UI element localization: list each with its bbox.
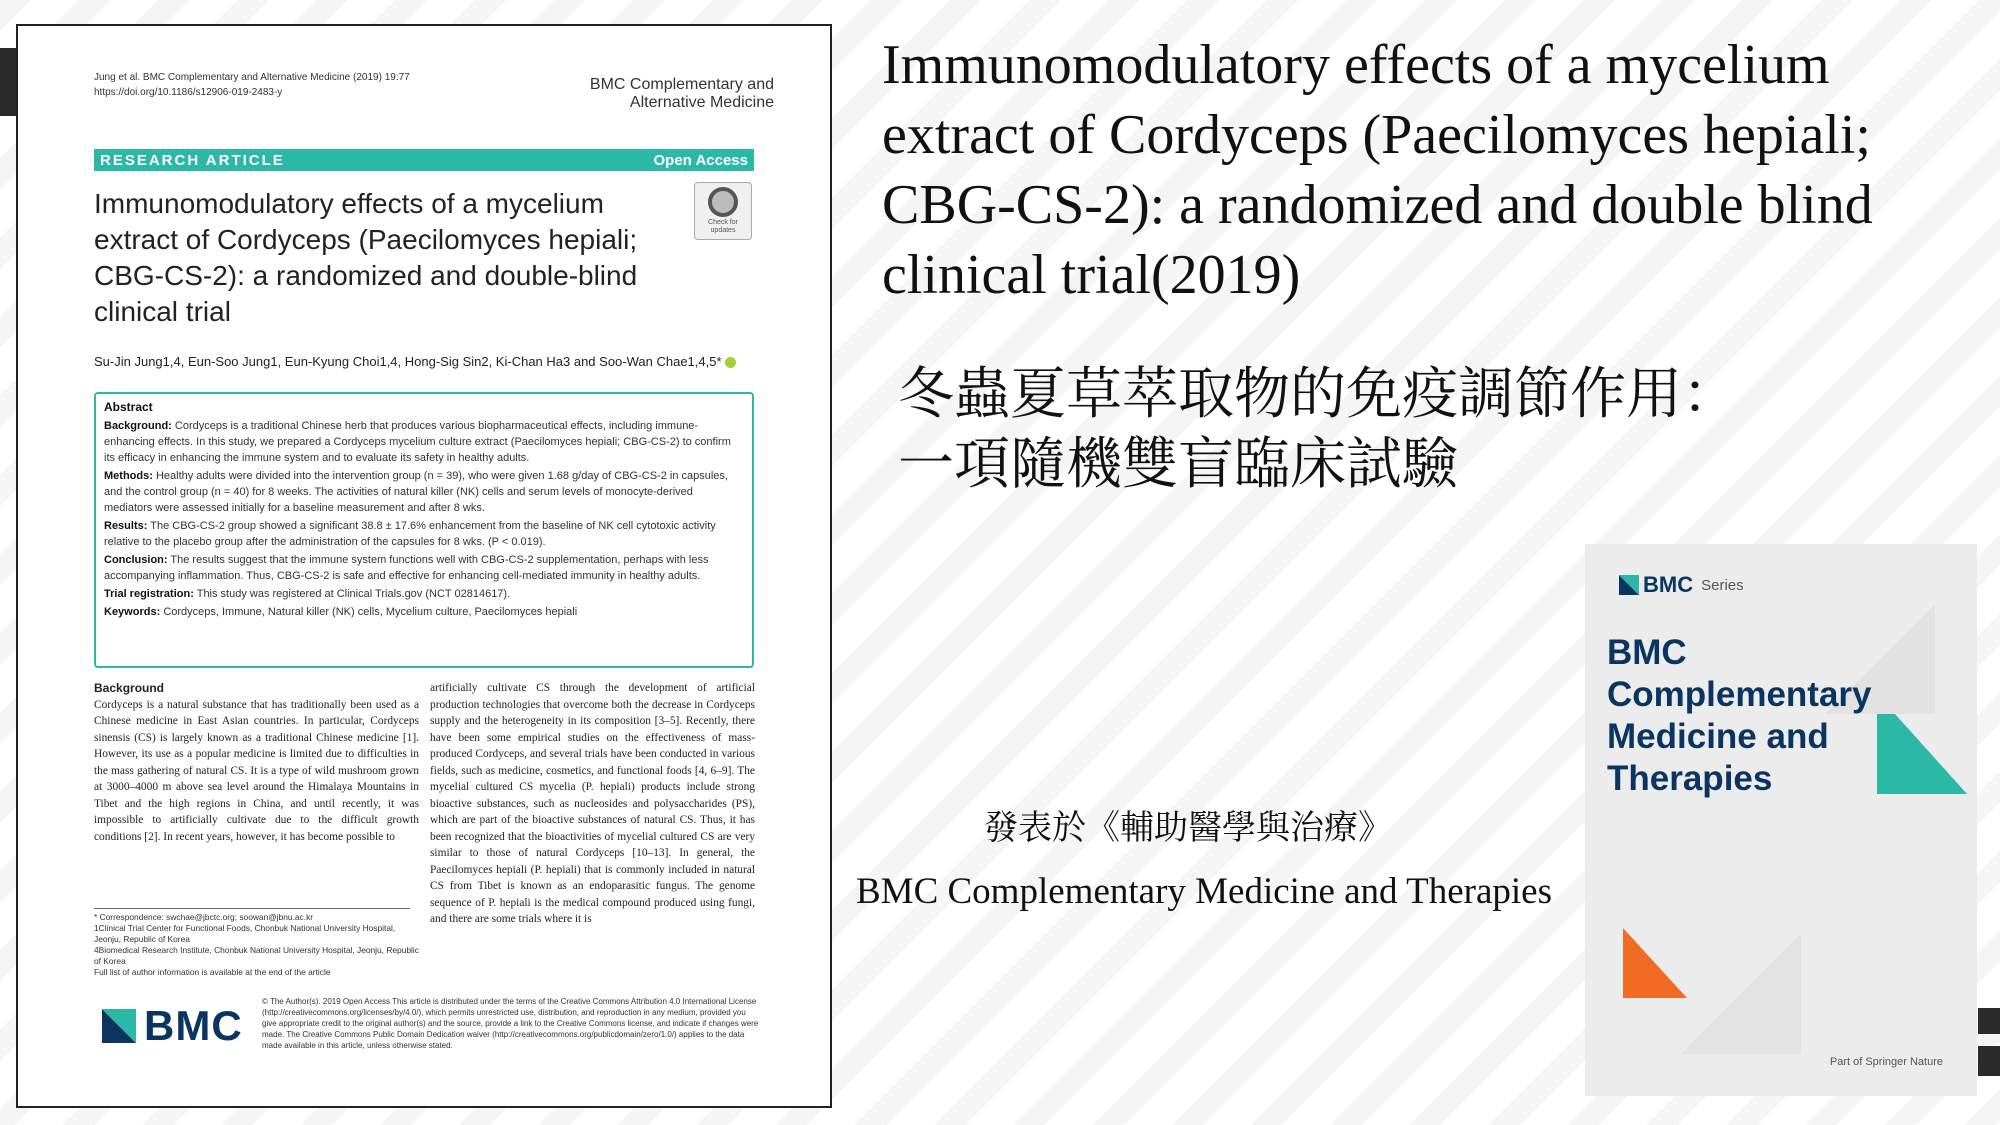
cover-grey-triangle [1681, 934, 1801, 1054]
slide-title-chinese-line: 冬蟲夏草萃取物的免疫調節作用： [898, 362, 1738, 427]
footnotes [94, 912, 419, 978]
footnote-divider [94, 908, 410, 909]
abstract-label: Conclusion: [104, 554, 168, 566]
slide-title-chinese-line: 一項隨機雙盲臨床試驗 [898, 432, 1458, 497]
abstract-text: The CBG-CS-2 group showed a significant 38.8 ± 17.6% enhancement from the baseline of NK cell cytotoxic activity relative to the placebo group after the administration of the capsules for 8 wks. (P < 0.019). [104, 520, 716, 548]
body-paragraph: artificially cultivate CS through the development of artificial production technologies that overcome both the decrease in Cordyceps supply and the heterogeneity in its composition [3–5]. Recently, there have been some empirical studies on the effectiveness of mass-produced Cordyceps, and several trials have been conducted in various fields, such as medicine, cosmetics, and functional foods [4, 6–9]. The mycelial cultured CS mycelia (P. hepiali) products include strong bioactive substances, such as nucleosides and polysaccharides (PS), which are part of the bioactive substances of natural CS. Thus, it has been recognized that the bioactivities of mycelial cultured CS are very similar to those of natural Cordyceps [10–13]. In general, the Paecilomyces hepiali (P. hepiali) that is commonly included in natural CS from Tibet is known as an endoparasitic fungus. The genome sequence of P. hepiali is the medical compound produced using fungi, and there are some trials where it is [430, 682, 755, 925]
journal-cover [1585, 544, 1977, 1096]
footnote: 1Clinical Trial Center for Functional Foods, Chonbuk National University Hospital, Jeonju, Republic of Korea [94, 923, 396, 944]
orcid-icon [725, 357, 736, 368]
section-heading: Background [94, 681, 165, 695]
open-access-label: Open Access [653, 151, 748, 169]
footnote: 4Biomedical Research Institute, Chonbuk National University Hospital, Jeonju, Republic of Korea [94, 945, 419, 966]
abstract-text: Healthy adults were divided into the intervention group (n = 39), who were given 1.68 g/day of CBG-CS-2 in capsules, and the control group (n = 40) for 8 weeks. The activities of natural killer (NK) cells and serum levels of monocyte-derived mediators were assessed initially for a baseline measurement and after 8 wks. [104, 470, 728, 514]
cover-publisher: Part of Springer Nature [1829, 1056, 1943, 1068]
cover-journal-title [1607, 632, 1872, 800]
abstract-trial-registration [104, 586, 744, 602]
abstract-heading: Abstract [104, 400, 153, 414]
abstract-text: Cordyceps is a traditional Chinese herb that produces various biopharmaceutical effects, including immune-enhancing effects. In this study, we prepared a Cordyceps mycelium culture extract (Paecilomyces hepiali; CBG-CS-2) to confirm its efficacy in enhancing the immune system and to evaluate its safety in healthy adults. [104, 420, 731, 464]
article-title: Immunomodulatory effects of a mycelium extract of Cordyceps (Paecilomyces hepiali; CBG-CS-2): a randomized and double-blind clinical trial [94, 188, 638, 327]
cover-title-line: Complementary [1607, 675, 1872, 714]
open-access-statement: © The Author(s). 2019 Open Access This article is distributed under the terms of the Creative Commons Attribution 4.0 International License (http://creativecommons.org/licenses/by/4.0/), which permits unrestricted use, distribution, and reproduction in any medium, provided you give appropriate credit to the original author(s) and the source, provide a link to the Creative Commons license, and indicate if changes were made. The Creative Commons Public Domain Dedication waiver (http://creativecommons.org/publicdomain/zero/1.0/) applies to the data made available in this article, unless otherwise stated. [262, 997, 759, 1050]
slide-title-english: Immunomodulatory effects of a mycelium extract of Cordyceps (Paecilomyces hepiali; CBG-CS-2): a randomized and double blind clinical trial(2019) [882, 34, 1873, 306]
abstract-box [94, 392, 754, 668]
abstract-text: This study was registered at Clinical Trials.gov (NCT 02814617). [196, 588, 511, 600]
abstract-conclusion [104, 552, 744, 584]
paper-first-page [16, 24, 832, 1108]
published-in-english: BMC Complementary Medicine and Therapies [856, 871, 1552, 912]
footnote: Full list of author information is available at the end of the article [94, 967, 331, 977]
abstract-label: Trial registration: [104, 588, 194, 600]
bmc-logo-icon [102, 1009, 136, 1043]
published-in-chinese: 發表於《輔助醫學與治療》 [984, 808, 1392, 848]
abstract-text: The results suggest that the immune system functions well with CBG-CS-2 supplementation, perhaps with less accompanying inflammation. Thus, CBG-CS-2 is safe and effective for enhancing cell-mediated immunity in healthy adults. [104, 554, 709, 582]
abstract-label: Keywords: [104, 606, 161, 618]
bmc-logo-icon [1619, 575, 1639, 595]
slide-edge-mark [1978, 1008, 2000, 1034]
author-list [94, 354, 736, 369]
slide-edge-tab [0, 48, 16, 116]
cover-title-line: BMC [1607, 633, 1687, 672]
cover-series-label: Series [1701, 576, 1744, 594]
citation-block [94, 70, 410, 100]
body-paragraph: Cordyceps is a natural substance that has traditionally been used as a Chinese medicine in East Asian countries. In particular, Cordyceps sinensis (CS) is largely known as a traditional Chinese medicine [1]. However, its use as a popular medicine is limited due to difficulties in the mass gathering of natural CS. It is a type of wild mushroom grown at 3000–4000 m above sea level around the Himalaya Mountains in Tibet and the high regions in China, and until recently, it was impossible to artificially cultivate due to the difficult growth conditions [2]. In recent years, however, it has become possible to [94, 698, 419, 843]
journal-name-line: Alternative Medicine [629, 94, 774, 111]
abstract-keywords [104, 604, 744, 620]
check-for-updates-badge [694, 182, 752, 240]
doi-line: https://doi.org/10.1186/s12906-019-2483-y [94, 87, 283, 98]
body-column-right [430, 680, 755, 980]
abstract-label: Background: [104, 420, 172, 432]
journal-name-line: BMC Complementary and [589, 76, 774, 93]
check-updates-icon [708, 187, 738, 217]
cover-series-mark [1619, 572, 1744, 598]
bmc-logo-text: BMC [144, 1002, 243, 1049]
article-type-label: RESEARCH ARTICLE [100, 151, 285, 169]
journal-name [590, 76, 774, 112]
abstract-text: Cordyceps, Immune, Natural killer (NK) cells, Mycelium culture, Paecilomyces hepiali [163, 606, 578, 618]
cover-brand: BMC [1643, 572, 1694, 597]
abstract-results [104, 518, 744, 550]
abstract-background [104, 418, 744, 466]
cover-title-line: Therapies [1607, 759, 1773, 798]
abstract-label: Results: [104, 520, 148, 532]
cover-title-line: Medicine and [1607, 717, 1829, 756]
check-updates-label: Check for updates [708, 219, 738, 234]
research-article-banner [94, 149, 754, 171]
citation-line: Jung et al. BMC Complementary and Alternative Medicine (2019) 19:77 [94, 72, 410, 83]
slide-title-chinese [898, 360, 1778, 500]
body-column-left [94, 680, 419, 900]
footnote: * Correspondence: swchae@jbctc.org; soowan@jbnu.ac.kr [94, 912, 314, 922]
abstract-methods [104, 468, 744, 516]
abstract-label: Methods: [104, 470, 153, 482]
bmc-logo [102, 1002, 243, 1050]
author-names: Su-Jin Jung1,4, Eun-Soo Jung1, Eun-Kyung Choi1,4, Hong-Sig Sin2, Ki-Chan Ha3 and Soo-Wan Chae1,4,5* [94, 354, 722, 369]
cover-orange-triangle [1623, 928, 1687, 998]
slide-edge-mark [1978, 1046, 2000, 1076]
